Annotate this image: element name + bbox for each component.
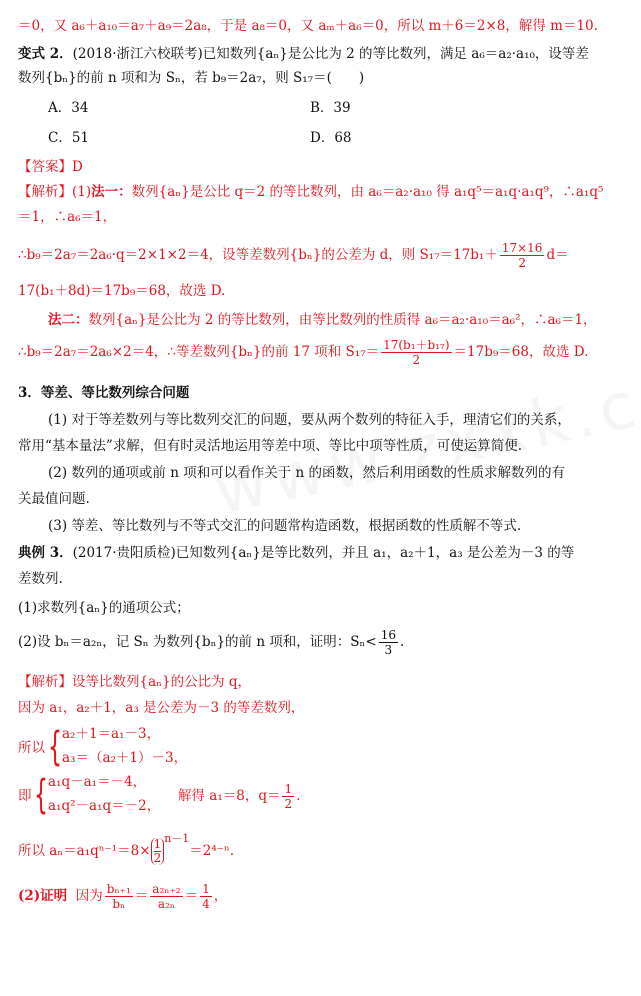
answer-line [18, 157, 627, 177]
option-d: D．68 [310, 130, 352, 146]
solution-system-2 [18, 772, 627, 822]
system-2-prefix: 即 [18, 788, 32, 804]
question-1: (1)求数列{aₙ}的通项公式； [18, 600, 190, 616]
solution-line1 [18, 672, 627, 692]
solution-label: 【解析】 [18, 674, 72, 690]
answer-value: D [72, 159, 83, 175]
proof-text: 因为 [75, 888, 103, 904]
proof-end: ， [213, 888, 228, 904]
point-2-line2: 关最值问题. [18, 491, 90, 507]
proof-label: (2)证明 [18, 888, 68, 904]
solution-general-term [18, 832, 627, 870]
equals-sign: ＝ [184, 888, 199, 904]
method-2-line2 [18, 334, 627, 370]
fraction-1-over-4 [200, 882, 212, 911]
paren-fraction-1-over-2 [151, 838, 165, 865]
point-3: (3) 等差、等比数列与不等式交汇的问题常构造函数，根据函数的性质解不等式. [48, 518, 522, 534]
variant-2-question-line2: 数列{bₙ}的前 n 项和为 Sₙ，若 b₉＝2a₇，则 S₁₇＝( ) [18, 70, 365, 86]
variant-2-question-line1 [18, 44, 627, 64]
fraction-denominator: 2 [412, 353, 421, 367]
variant-2-source: (2018·浙江六校联考) [72, 46, 203, 62]
analysis-line3-text: ∴b₉＝2a₇＝2a₆·q＝2×1×2＝4，设等差数列{bₙ}的公差为 d，则 S₁₇＝17b₁＋ [18, 247, 498, 263]
prev-solution-tail: ＝0，又 a₆＋a₁₀＝a₇＋a₉＝2a₈，于是 a₈＝0，又 aₘ＋a₆＝0，所以 m＋6＝2×8，解得 m＝10. [18, 18, 598, 34]
system-2-result [178, 778, 300, 814]
system-2-equation-2: a₁q²－a₁q＝－2， [48, 798, 161, 814]
system-1-equation-1: a₂＋1＝a₁－3， [62, 726, 161, 742]
example-3-text: (2017·贵阳质检)已知数列{aₙ}是等比数列，并且 a₁，a₂＋1，a₃ 是公差为－3 的等 [72, 545, 575, 561]
fraction-denominator: a₂ₙ [157, 897, 176, 911]
result-text: 解得 a₁＝8，q＝ [178, 788, 281, 804]
analysis-part-number: (1) [72, 184, 92, 200]
analysis-label: 【解析】 [18, 184, 72, 200]
fraction-denominator: 2 [284, 797, 293, 811]
option-c: C．51 [48, 130, 90, 146]
question-2 [18, 624, 627, 660]
solution-line2: 因为 a₁，a₂＋1，a₃ 是公差为－3 的等差数列， [18, 700, 305, 716]
example-3-line2: 差数列. [18, 571, 63, 587]
point-2-line1: (2) 数列的通项或前 n 项和可以看作关于 n 的函数，然后利用函数的性质求解数列的有 [48, 465, 565, 481]
equals-sign: ＝ [134, 888, 149, 904]
fraction-numerator: 1 [284, 782, 293, 796]
result-end: . [296, 788, 301, 804]
system-1-prefix: 所以 [18, 740, 45, 756]
exponent: n－1 [164, 832, 190, 845]
method-2-label: 法二： [48, 312, 89, 328]
analysis-line3-end: d＝ [546, 247, 569, 263]
analysis-line3 [18, 238, 627, 272]
solution-text: 设等比数列{aₙ}的公比为 q， [72, 674, 251, 690]
general-term-result: ＝2⁴⁻ⁿ. [189, 843, 235, 859]
fraction-denominator: 2 [518, 256, 526, 270]
fraction-denominator: 2 [153, 851, 162, 865]
fraction-numerator: 1 [202, 882, 210, 896]
fraction-denominator: 3 [384, 643, 393, 657]
fraction-numerator: 17(b₁＋b₁₇) [383, 338, 450, 352]
example-3-label: 典例 3． [18, 545, 73, 561]
question-2-text: (2)设 bₙ＝a₂ₙ，记 Sₙ 为数列{bₙ}的前 n 项和，证明：Sₙ< [18, 634, 377, 650]
method-2-text: 数列{aₙ}是公比为 2 的等比数列，由等比数列的性质得 a₆＝a₂·a₁₀＝a₆²，∴a₆＝1， [88, 312, 597, 328]
proof-line [18, 874, 627, 918]
option-b: B．39 [310, 100, 351, 116]
fraction-numerator: 16 [380, 628, 396, 642]
method-2-line1 [48, 310, 627, 330]
variant-2-text: 已知数列{aₙ}是公比为 2 的等比数列，满足 a₆＝a₂·a₁₀，设等差 [202, 46, 589, 62]
analysis-line4: 17(b₁＋8d)＝17b₉＝68，故选 D. [18, 283, 226, 299]
system-1-equation-2: a₃＝（a₂＋1）－3， [62, 750, 188, 766]
method-2-line2-end: ＝17b₉＝68，故选 D. [453, 344, 589, 360]
method-1-label: 法一： [91, 184, 132, 200]
fraction-denominator: 4 [202, 897, 210, 911]
analysis-text: 数列{aₙ}是公比 q＝2 的等比数列，由 a₆＝a₂·a₁₀ 得 a₁q⁵＝a₁q·a₁q⁹，∴a₁q⁵ [131, 184, 604, 200]
fraction-denominator: bₙ [112, 897, 126, 911]
variant-2-label: 变式 2． [18, 46, 73, 62]
fraction-numerator: 17×16 [501, 241, 543, 255]
system-2-equation-1: a₁q－a₁＝－4， [48, 774, 147, 790]
analysis-line1 [18, 182, 627, 202]
fraction-numerator: a₂ₙ₊₂ [152, 882, 181, 896]
fraction-16-over-3 [379, 628, 398, 657]
answer-label: 【答案】 [18, 159, 72, 175]
method-2-line2-text: ∴b₉＝2a₇＝2a₆×2＝4，∴等差数列{bₙ}的前 17 项和 S₁₇＝ [18, 344, 380, 360]
fraction-numerator: 1 [153, 837, 162, 851]
example-3-line1 [18, 543, 627, 563]
section-3-heading: 3．等差、等比数列综合问题 [18, 385, 190, 401]
left-brace-icon: { [48, 724, 62, 770]
fraction-a2n2-over-a2n [150, 882, 182, 911]
solution-system-1 [18, 724, 627, 772]
fraction-bn1-over-bn [105, 882, 133, 911]
general-term-text: 所以 aₙ＝a₁qⁿ⁻¹＝8× [18, 843, 151, 859]
fraction-numerator: bₙ₊₁ [106, 882, 131, 896]
left-brace-icon: { [34, 772, 48, 818]
fraction-17-b1-b17-over-2 [381, 338, 451, 367]
fraction-17x16-over-2 [500, 241, 545, 270]
analysis-line2: ＝1，∴a₆＝1， [18, 209, 117, 225]
point-1-line1: (1) 对于等差数列与等比数列交汇的问题，要从两个数列的特征入手，理清它们的关系， [48, 412, 571, 428]
fraction-1-over-2 [282, 782, 294, 811]
question-2-end: . [400, 634, 405, 650]
point-1-line2: 常用“基本量法”求解，但有时灵活地运用等差中项、等比中项等性质，可使运算简便. [18, 438, 523, 454]
option-a: A．34 [48, 100, 89, 116]
